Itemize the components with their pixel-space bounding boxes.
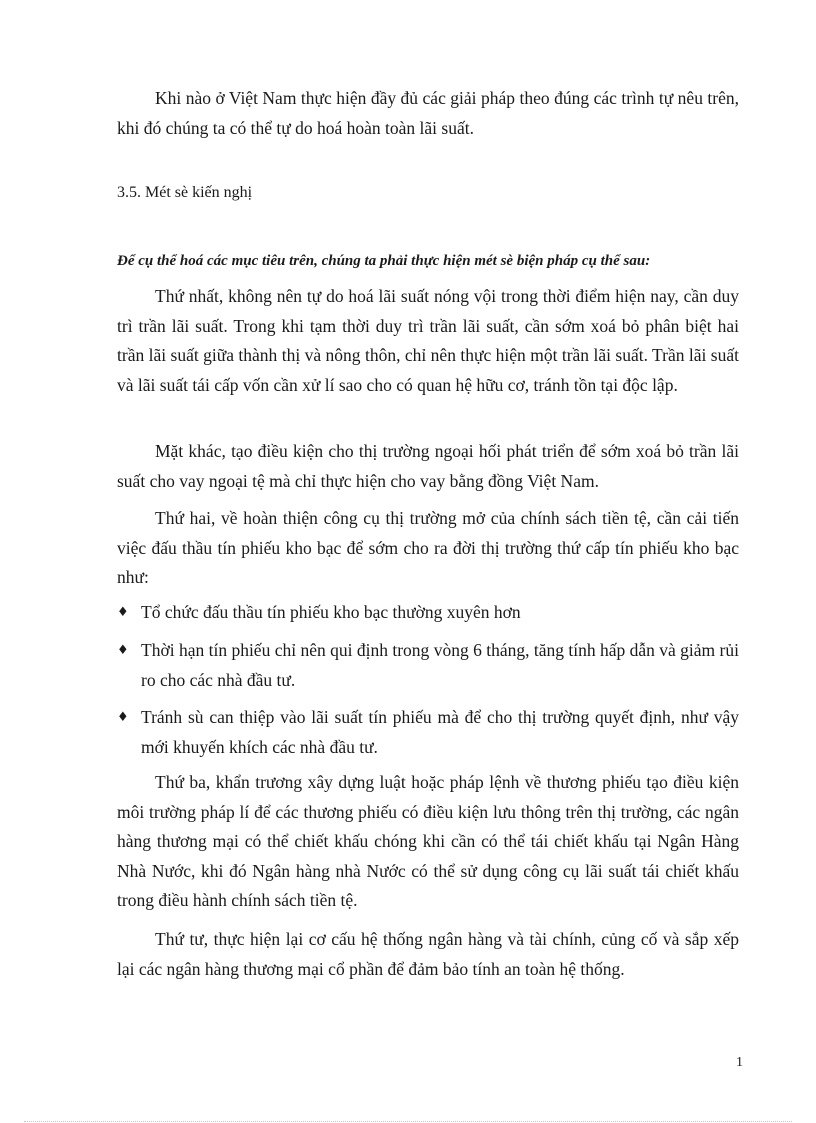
paragraph-on-the-other-hand: Mặt khác, tạo điều kiện cho thị trường ngoại hối phát triển để sớm xoá bỏ trần lãi suất cho vay ngoại tệ mà chỉ thực hiện cho vay bằng đồng Việt Nam.: [117, 441, 739, 491]
bullet-text: Thời hạn tín phiếu chỉ nên qui định trong vòng 6 tháng, tăng tính hấp dẫn và giảm rủi ro cho các nhà đầu tư.: [141, 640, 739, 690]
paragraph-first-measure: Thứ nhất, không nên tự do hoá lãi suất nóng vội trong thời điểm hiện nay, cần duy trì trần lãi suất. Trong khi tạm thời duy trì trần lãi suất, cần sớm xoá bỏ phân biệt hai trần lãi suất giữa thành thị và nông thôn, chỉ nên thực hiện một trần lãi suất. Trần lãi suất và lãi suất tái cấp vốn cần xử lí sao cho có quan hệ hữu cơ, tránh tồn tại độc lập.: [117, 286, 739, 395]
bullet-list-item-1: [117, 598, 739, 628]
section-heading: 3.5. Mét sè kiến nghị: [117, 184, 253, 201]
intro-paragraph: Khi nào ở Việt Nam thực hiện đầy đủ các giải pháp theo đúng các trình tự nêu trên, khi đó chúng ta có thể tự do hoá hoàn toàn lãi suất.: [117, 88, 739, 138]
paragraph-fourth-measure: Thứ tư, thực hiện lại cơ cấu hệ thống ngân hàng và tài chính, củng cố và sắp xếp lại các ngân hàng thương mại cổ phần để đảm bảo tính an toàn hệ thống.: [117, 929, 739, 979]
paragraph-second-measure: Thứ hai, về hoàn thiện công cụ thị trường mở của chính sách tiền tệ, cần cải tiến việc đấu thầu tín phiếu kho bạc để sớm cho ra đời thị trường thứ cấp tín phiếu kho bạc như:: [117, 508, 739, 587]
bullet-text: Tổ chức đấu thầu tín phiếu kho bạc thường xuyên hơn: [141, 602, 521, 622]
bullet-text: Tránh sù can thiệp vào lãi suất tín phiếu mà để cho thị trường quyết định, như vậy mới khuyến khích các nhà đầu tư.: [141, 707, 739, 757]
lead-line: Để cụ thể hoá các mục tiêu trên, chúng ta phải thực hiện mét sè biện pháp cụ thể sau:: [117, 253, 651, 269]
page-bottom-divider: [24, 1121, 792, 1122]
bullet-list-item-2: [117, 636, 739, 695]
page-number: 1: [736, 1055, 743, 1070]
list-item: [117, 636, 739, 695]
list-item: [117, 598, 739, 628]
paragraph-third-measure: Thứ ba, khẩn trương xây dựng luật hoặc pháp lệnh về thương phiếu tạo điều kiện môi trường pháp lí để các thương phiếu có điều kiện lưu thông trên thị trường, các ngân hàng thương mại có thể chiết khấu chóng khi cần có thể tái chiết khấu tại Ngân Hàng Nhà Nước, khi đó Ngân hàng nhà Nước có thể sử dụng công cụ lãi suất tái chiết khấu trong điều hành chính sách tiền tệ.: [117, 772, 739, 910]
diamond-bullet-icon: ♦: [117, 710, 129, 725]
list-item: [117, 703, 739, 762]
diamond-bullet-icon: ♦: [117, 605, 129, 620]
bullet-list-item-3: [117, 703, 739, 762]
diamond-bullet-icon: ♦: [117, 643, 129, 658]
